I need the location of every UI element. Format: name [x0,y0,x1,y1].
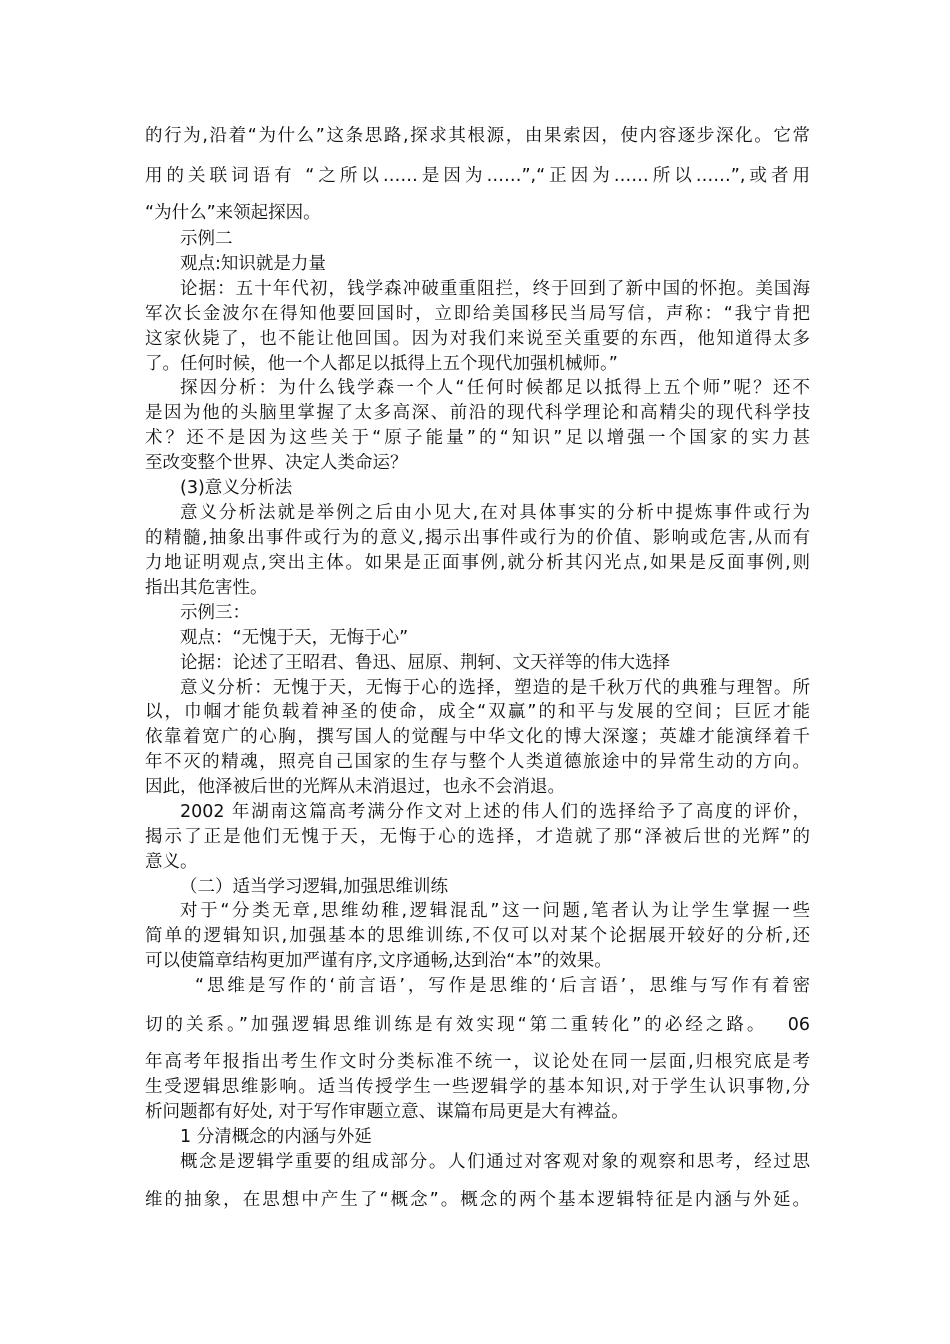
section-heading: （二）适当学习逻辑,加强思维训练 [180,877,449,897]
text-line: 力地证明观点,突出主体。如果是正面事例,就分析其闪光点,如果是反面事例,则 [145,553,810,573]
text-line: 观点:知识就是力量 [180,254,326,274]
text-line: 论据：论述了王昭君、鲁迅、屈原、荆轲、文天祥等的伟大选择 [180,653,670,673]
text-line: 年高考年报指出考生作文时分类标准不统一，议论处在同一层面,归根究底是考 [145,1052,810,1072]
text-line: 至改变整个世界、决定人类命运？ [145,453,408,473]
text-line: 这家伙毙了，也不能让他回国。因为对我们来说至关重要的东西，他知道得太多 [145,329,810,349]
text-line: 用的关联词语有 “之所以……是因为……”,“正因为……所以……”,或者用 [145,166,810,186]
text-line: 对于“分类无章,思维幼稚,逻辑混乱”这一问题,笔者认为让学生掌握一些 [180,901,810,921]
text-line: 生受逻辑思维影响。适当传授学生一些逻辑学的基本知识,对于学生认识事物,分 [145,1077,810,1097]
text-line: 揭示了正是他们无愧于天，无悔于心的选择，才造就了那“泽被后世的光辉”的 [145,827,810,847]
text-line: 探因分析：为什么钱学森一个人“任何时候都足以抵得上五个师”呢？还不 [180,378,810,398]
text-line: 了。任何时候，他一个人都足以抵得上五个现代加强机械师。” [145,354,618,374]
section-heading: (3)意义分析法 [180,478,293,498]
text-line: 简单的逻辑知识,加强基本的思维训练,不仅可以对某个论据展开较好的分析,还 [145,926,810,946]
text-line: “为什么”来领起探因。 [145,203,321,223]
text-line: 意义。 [145,852,198,872]
text-line: 术？还不是因为这些关于“原子能量”的“知识”足以增强一个国家的实力甚 [145,428,810,448]
text-line: 维的抽象，在思想中产生了“概念”。概念的两个基本逻辑特征是内涵与外延。 [145,1190,810,1210]
text-line: 论据：五十年代初，钱学森冲破重重阻拦，终于回到了新中国的怀抱。美国海 [180,279,810,299]
text-line: 示例二 [180,229,233,249]
text-line: 以，巾帼才能负载着神圣的使命，成全“双赢”的和平与发展的空间；巨匠才能 [145,702,810,722]
text-line: 切的关系。”加强逻辑思维训练是有效实现“第二重转化”的必经之路。 06 [145,1015,810,1035]
text-line: 意义分析法就是举例之后由小见大,在对具体事实的分析中提炼事件或行为 [180,503,810,523]
text-line: 可以使篇章结构更加严谨有序,文序通畅,达到治“本”的效果。 [145,951,612,971]
text-line: 是因为他的头脑里掌握了太多高深、前沿的现代科学理论和高精尖的现代科学技 [145,403,810,423]
text-line: 因此，他泽被后世的光辉从未消退过，也永不会消退。 [145,777,565,797]
text-line: 观点：“无愧于天，无悔于心” [180,628,409,648]
text-line: 军次长金波尔在得知他要回国时，立即给美国移民当局写信，声称：“我宁肯把 [145,304,810,324]
text-line: 析问题都有好处, 对于写作审题立意、谋篇布局更是大有裨益。 [145,1102,629,1122]
text-line: 依靠着宽广的心胸，撰写国人的觉醒与中华文化的博大深邃；英雄才能演绎着千 [145,727,810,747]
text-line: 指出其危害性。 [145,578,268,598]
text-line: 的行为,沿着“为什么”这条思路,探求其根源，由果索因，使内容逐步深化。它常 [145,126,810,146]
text-line: 概念是逻辑学重要的组成部分。人们通过对客观对象的观察和思考，经过思 [180,1152,810,1172]
text-line: 意义分析：无愧于天，无悔于心的选择，塑造的是千秋万代的典雅与理智。所 [180,678,810,698]
text-line: 2002 年湖南这篇高考满分作文对上述的伟人们的选择给予了高度的评价， [180,802,810,822]
text-line: 年不灭的精魂，照亮自己国家的生存与整个人类道德旅途中的异常生动的方向。 [145,752,810,772]
text-line: 的精髓,抽象出事件或行为的意义,揭示出事件或行为的价值、影响或危害,从而有 [145,528,810,548]
text-line: 示例三： [180,603,250,623]
text-line: “思维是写作的‘前言语’，写作是思维的‘后言语’，思维与写作有着密 [195,976,810,996]
section-heading: 1 分清概念的内涵与外延 [180,1127,372,1147]
